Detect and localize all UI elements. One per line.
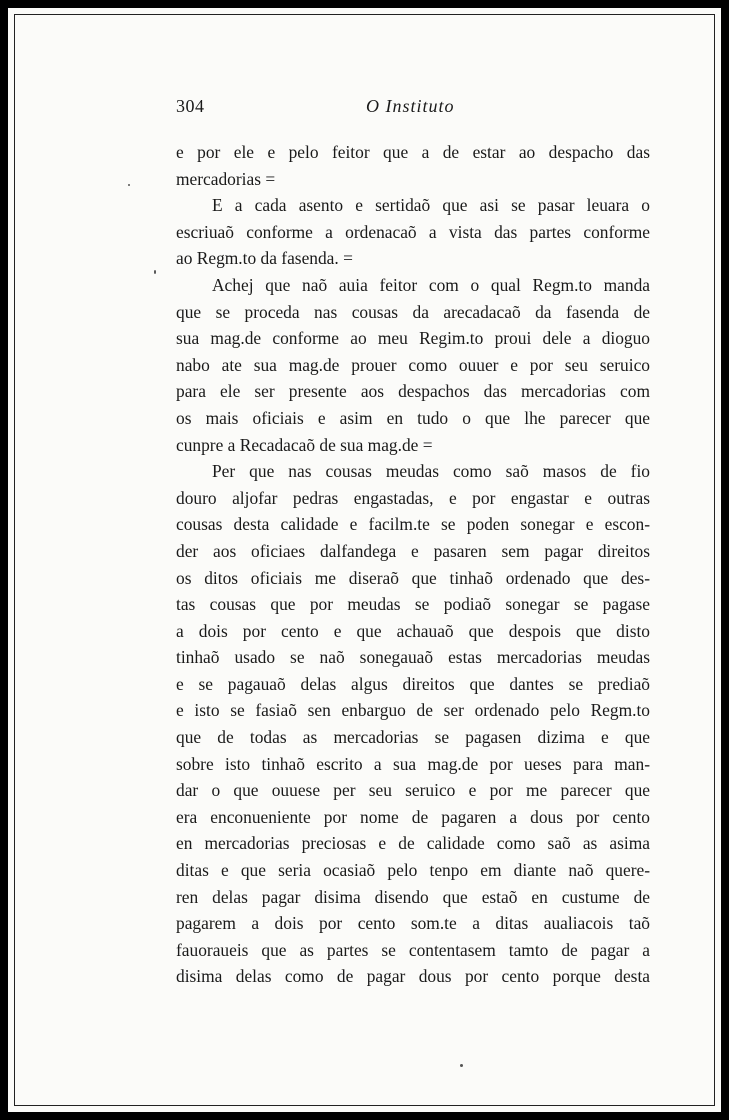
text-line: disima delas como de pagar dous por cento porque desta xyxy=(176,966,650,987)
text-line: era enconueniente por nome de pagaren a dous por cento xyxy=(176,806,650,827)
text-line: e se pagauaõ delas algus direitos que dantes se prediaõ xyxy=(176,673,650,694)
body-text xyxy=(176,139,650,990)
text-line: tas cousas que por meudas se podiaõ sonegar se pagase xyxy=(176,594,650,615)
text-line: sobre isto tinhaõ escrito a sua mag.de por ueses para man- xyxy=(176,753,650,774)
text-line: ditas e que seria ocasiaõ pelo tenpo em diante naõ quere- xyxy=(176,860,650,881)
text-line: que se proceda nas cousas da arecadacaõ da fasenda de xyxy=(176,301,650,322)
text-line: cousas desta calidade e facilm.te se poden sonegar e escon- xyxy=(176,514,650,535)
text-line: fauoraueis que as partes se contentasem tamto de pagar a xyxy=(176,939,650,960)
text-line: Per que nas cousas meudas como saõ masos de fio xyxy=(212,461,650,482)
page-number: 304 xyxy=(176,96,205,116)
text-line: nabo ate sua mag.de prouer como ouuer e por seu seruico xyxy=(176,354,650,375)
text-line: Achej que naõ auia feitor com o qual Regm.to manda xyxy=(212,274,650,295)
text-line: sua mag.de conforme ao meu Regim.to proui dele a dioguo xyxy=(176,328,650,349)
text-line: a dois por cento e que achauaõ que despois que disto xyxy=(176,620,650,641)
text-line: douro aljofar pedras engastadas, e por engastar e outras xyxy=(176,487,650,508)
text-line: para ele ser presente aos despachos das mercadorias com xyxy=(176,381,650,402)
text-line: pagarem a dois por cento som.te a ditas aualiacois taõ xyxy=(176,913,650,934)
text-line: mercadorias = xyxy=(176,168,276,189)
text-line: dar o que ouuese per seu seruico e por me parecer que xyxy=(176,780,650,801)
text-line: der aos oficiaes dalfandega e pasaren sem pagar direitos xyxy=(176,540,650,561)
text-line: e por ele e pelo feitor que a de estar ao despacho das xyxy=(176,142,650,162)
running-title: O Instituto xyxy=(366,96,455,116)
scan-speck xyxy=(154,270,156,274)
text-line: en mercadorias preciosas e de calidade como saõ as asima xyxy=(176,833,650,854)
text-line: ren delas pagar disima disendo que estaõ en custume de xyxy=(176,886,650,907)
text-line: tinhaõ usado se naõ sonegauaõ estas mercadorias meudas xyxy=(176,647,650,668)
page-header xyxy=(176,96,650,122)
text-line: que de todas as mercadorias se pagasen dizima e que xyxy=(176,727,650,748)
text-line: E a cada asento e sertidaõ que asi se pasar leuara o xyxy=(212,195,650,216)
text-line: escriuaõ conforme a ordenacaõ a vista das partes conforme xyxy=(176,221,650,242)
scan-speck xyxy=(128,184,130,186)
text-line: cunpre a Recadacaõ de sua mag.de = xyxy=(176,434,433,455)
text-line: e isto se fasiaõ sen enbarguo de ser ordenado pelo Regm.to xyxy=(176,700,650,721)
text-line: os mais oficiais e asim en tudo o que lhe parecer que xyxy=(176,407,650,428)
scan-speck xyxy=(460,1064,463,1067)
text-line: os ditos oficiais me diseraõ que tinhaõ ordenado que des- xyxy=(176,567,650,588)
text-line: ao Regm.to da fasenda. = xyxy=(176,248,353,269)
